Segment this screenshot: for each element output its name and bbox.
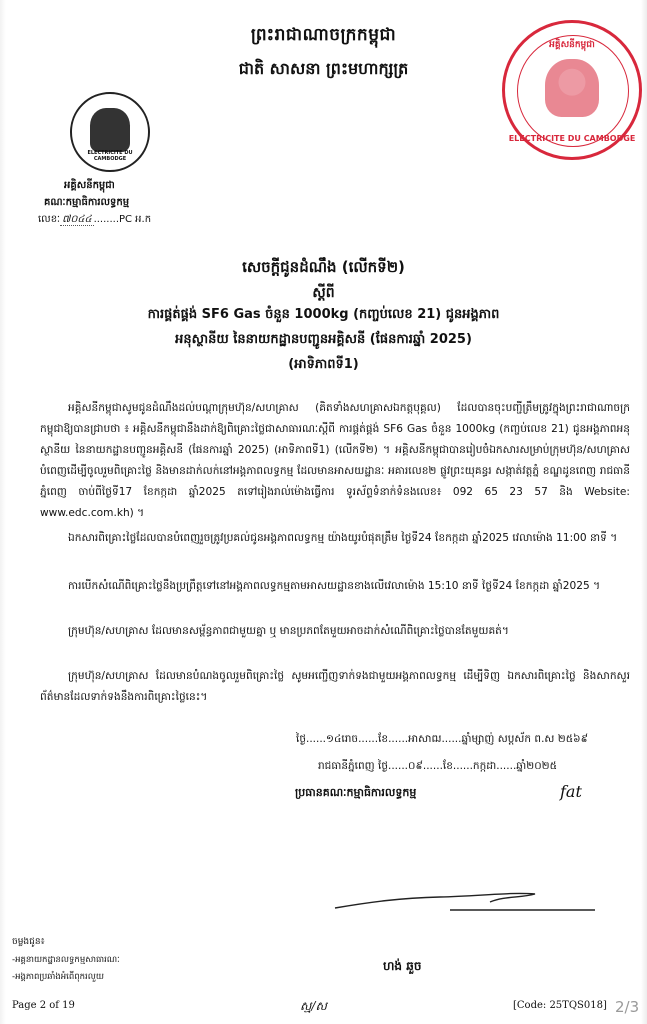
committee-name: គណៈកម្មាធិការលទ្ធកម្ម: [44, 197, 130, 208]
footer-handwritten-note: ស្ម/ស: [300, 999, 327, 1013]
viewer-page-counter[interactable]: 2/3: [615, 998, 640, 1016]
body-paragraph-3: ការបើកសំណើពិគ្រោះថ្លៃនឹងប្រព្រឹត្តទៅនៅអង្គភាពលទ្ធកម្មតាមអាសយដ្ឋានខាងលើវេលាម៉ោង 15:10 នាទី ថ្ងៃទី24 ខែកក្កដា ឆ្នាំ2025 ។: [68, 580, 601, 592]
body-paragraph-5: ក្រុមហ៊ុន/សហគ្រាស ដែលមានបំណងចូលរួមពិគ្រោះថ្លៃ សូមអញ្ជើញទាក់ទងជាមួយអង្គភាពលទ្ធកម្ម ដើម្បីទិញ ឯកសារពិគ្រោះថ្លៃ និងសាកសួរព័ត៌មានដែលទាក់ទងនឹងការពិគ្រោះថ្លៃនេះ។: [40, 670, 630, 703]
stamp-emblem-icon: [545, 59, 599, 117]
page-number: Page 2 of 19: [12, 1000, 75, 1011]
body-paragraph-4: ក្រុមហ៊ុន/សហគ្រាស ដែលមានសម្ព័ន្ធភាពជាមួយគ្នា ឬ មានប្រភពតែមួយអាចដាក់សំណើពិគ្រោះថ្លៃបានតែមួយគត់។: [68, 625, 509, 637]
cc-recipient-1: -អគ្គនាយកដ្ឋានលទ្ធកម្មសាធារណៈ: [12, 955, 120, 965]
national-motto: ជាតិ សាសនា ព្រះមហាក្សត្រ: [238, 59, 409, 78]
notice-subject-line-2: អនុស្ថានីយ នៃនាយកដ្ឋានបញ្ជូនអគ្គិសនី (ផែនការឆ្នាំ 2025): [175, 332, 472, 347]
signer-title: ប្រធានគណៈកម្មាធិការលទ្ធកម្ម: [295, 786, 417, 799]
organization-name: អគ្គិសនីកម្ពុជា: [64, 180, 115, 191]
notice-title: សេចក្តីជូនដំណឹង (លើកទី២): [242, 258, 405, 276]
handwritten-signature: [330, 880, 600, 920]
kingdom-heading: ព្រះរាជាណាចក្រកម្ពុជា: [250, 25, 397, 45]
ref-suffix: ........PC អ.ក: [93, 214, 152, 225]
lunar-date: ថ្ងៃ......១៤រោច......ខែ......អាសាឍ......ឆ្នាំម្សាញ់ សប្តស័ក ព.ស ២៥៦៩: [296, 733, 589, 745]
ref-label: លេខៈ: [38, 214, 61, 225]
notice-subject-label: ស្តីពី: [312, 285, 335, 301]
edc-logo: [70, 92, 150, 172]
cc-title: ចម្លងជូន៖: [12, 937, 45, 947]
reference-number: [38, 212, 151, 227]
body-paragraph-2: ឯកសារពិគ្រោះថ្លៃដែលបានបំពេញរួចត្រូវប្រគល់ជូនអង្គភាពលទ្ធកម្ម យ៉ាងយូរបំផុតត្រឹម ថ្ងៃទី24 ខែកក្កដា ឆ្នាំ2025 វេលាម៉ោង 11:00 នាទី ។: [68, 532, 618, 544]
notice-priority: (អាទិភាពទី1): [288, 357, 359, 372]
logo-emblem-icon: [90, 108, 130, 152]
solar-date: រាជធានីភ្នំពេញ ថ្ងៃ......០៩......ខែ......កក្កដា......ឆ្នាំ២០២៥: [318, 760, 558, 772]
official-stamp: [502, 20, 642, 160]
logo-text: ELECTRICITE DU CAMBODGE: [87, 150, 133, 162]
handwritten-initial: fat: [560, 782, 582, 801]
notice-subject-line-1: ការផ្គត់ផ្គង់ SF6 Gas ចំនួន 1000kg (កញ្ចប់លេខ 21) ជូនអង្គភាព: [147, 307, 500, 322]
ref-number: ៧០៤៤: [62, 214, 92, 225]
signer-name: ហង់ ឆួច: [383, 959, 422, 973]
body-paragraph-1: អគ្គិសនីកម្ពុជាសូមជូនដំណឹងដល់បណ្តាក្រុមហ៊ុន/សហគ្រាស (គិតទាំងសហគ្រាសឯកត្តបុគ្គល) ដែលបានចុះបញ្ជីត្រឹមត្រូវក្នុងព្រះរាជាណាចក្រកម្ពុជាឱ្យបានជ្រាបថា ៖ អគ្គិសនីកម្ពុជានឹងដាក់ឱ្យពិគ្រោះថ្លៃជាសាធារណៈស្តីពី ការផ្គត់ផ្គង់ SF6 Gas ចំនួន 1000kg (កញ្ចប់លេខ 21) ជូនអង្គភាពអនុស្ថានីយ នៃនាយកដ្ឋានបញ្ជូនអគ្គិសនី (ផែនការឆ្នាំ 2025) (អាទិភាពទី1) (លើកទី២) ។ អគ្គិសនីកម្ពុជាបានរៀបចំឯកសារសម្រាប់ក្រុមហ៊ុន/សហគ្រាសបំពេញដើម្បីចូលរួមពិគ្រោះថ្លៃ និងមានដាក់លក់នៅអង្គភាពលទ្ធកម្ម ដែលមានអាសយដ្ឋានៈ អគារលេខ២ ផ្លូវព្រះយុគន្ធរ សង្កាត់វត្តភ្នំ ខណ្ឌដូនពេញ រាជធានីភ្នំពេញ ចាប់ពីថ្ងៃទី17 ខែកក្កដា ឆ្នាំ2025 តទៅរៀងរាល់ម៉ោងធ្វើការ ទូរស័ព្ទទំនាក់ទំនងលេខ៖ 092 65 23 57 និង Website: www.edc.com.kh) ។: [40, 402, 630, 519]
document-code: [Code: 25TQS018]: [513, 1000, 607, 1011]
stamp-bottom-text: ELECTRICITE DU CAMBODGE: [508, 134, 636, 143]
cc-recipient-2: -អង្គភាពប្រឆាំងអំពើពុករលួយ: [12, 972, 104, 982]
stamp-top-text: អគ្គិសនីកម្ពុជា: [549, 40, 595, 50]
